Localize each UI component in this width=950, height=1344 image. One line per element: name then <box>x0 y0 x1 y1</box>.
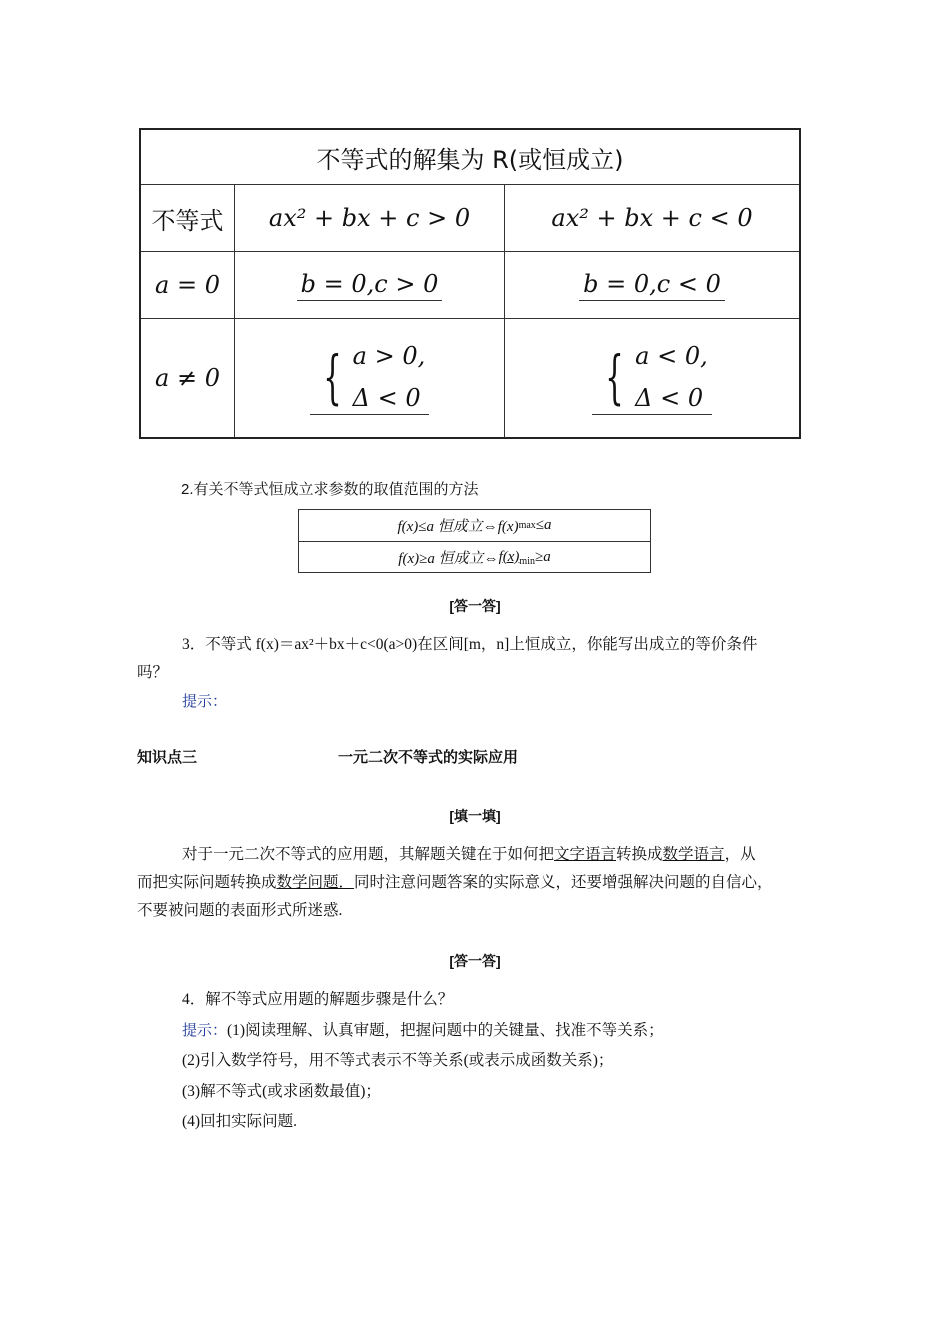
cond-a-neg: a < 0, <box>635 341 708 370</box>
row-a0-label: a = 0 <box>155 271 220 299</box>
row-a0-col1 <box>235 252 504 318</box>
row-an0-col1 <box>235 319 504 437</box>
row-an0-label: a ≠ 0 <box>155 364 220 392</box>
method-row-1 <box>299 510 650 541</box>
fill-tag: [填一填] <box>449 808 501 824</box>
fill-paragraph-line1 <box>182 841 756 869</box>
row2-right: ≥a <box>534 549 551 565</box>
hint-block-2 <box>182 1017 664 1045</box>
row2-sub: min <box>519 555 535 567</box>
fill-p1-b: 转换成 <box>616 846 663 863</box>
question-4: 4．解不等式应用题的解题步骤是什么？ <box>182 991 454 1008</box>
fill-blank-2: 数学语言 <box>662 846 725 863</box>
cond-a-pos: a > 0, <box>352 341 426 370</box>
method-row-2 <box>299 541 650 573</box>
section2-heading: 2.有关不等式恒成立求参数的取值范围的方法 <box>181 481 479 498</box>
fill-p2-b: 同时注意问题答案的实际意义，还要增强解决问题的自信心， <box>354 874 773 891</box>
row2-left: f(x)≥a 恒成立⇔ <box>398 551 499 567</box>
brace-symbol: { <box>605 342 624 411</box>
row-a0-col2 <box>505 252 799 318</box>
step-4: (4)回扣实际问题. <box>182 1113 297 1130</box>
header-col2: ax² + bx + c < 0 <box>551 204 753 232</box>
knowledge-title: 一元二次不等式的实际应用 <box>338 749 519 766</box>
brace-symbol: { <box>322 342 342 411</box>
row1-right: ≤a <box>535 517 552 533</box>
cond-delta-2: Δ < 0 <box>635 383 704 412</box>
brace-system-1 <box>310 342 429 415</box>
solution-set-table <box>139 128 801 439</box>
fill-blank-3: 数学问题． <box>276 874 355 891</box>
fill-paragraph-line3: 不要被问题的表面形式所迷惑. <box>137 902 343 919</box>
row1-sub: max <box>518 520 536 531</box>
header-label: 不等式 <box>151 206 224 235</box>
knowledge-label: 知识点三 <box>137 749 198 766</box>
header-col1: ax² + bx + c > 0 <box>268 204 471 232</box>
fill-blank-1: 文字语言 <box>554 846 617 863</box>
table-title: 不等式的解集为 R(或恒成立) <box>316 145 624 174</box>
row1-left: f(x)≤a 恒成立⇔f(x) <box>397 519 519 535</box>
step-1: (1)阅读理解、认真审题，把握问题中的关键量、找准不等关系； <box>227 1022 664 1039</box>
fill-paragraph-line2 <box>137 869 773 897</box>
fill-p2-a: 而把实际问题转换成 <box>137 874 277 891</box>
brace-system-2 <box>592 342 711 415</box>
method-table <box>298 509 651 573</box>
question-3-line1: 3．不等式 f(x)＝ax²＋bx＋c<0(a>0)在区间[m，n]上恒成立，你能写出成立的等价条件 <box>182 636 758 653</box>
step-3: (3)解不等式(或求函数最值)； <box>182 1083 381 1100</box>
row2-mid: f(x) <box>498 548 520 565</box>
hint-label-2: 提示： <box>182 1022 228 1039</box>
cond-delta-1: Δ < 0 <box>352 383 421 412</box>
question-3-line2: 吗？ <box>137 664 169 681</box>
row-an0-col2 <box>505 319 799 437</box>
answer-tag-1: [答一答] <box>449 598 501 614</box>
fill-p1-a: 对于一元二次不等式的应用题，其解题关键在于如何把 <box>182 846 555 863</box>
row-a0-col1-text: b = 0,c > 0 <box>297 270 443 301</box>
row-a0-col2-text: b = 0,c < 0 <box>579 270 725 301</box>
fill-p1-c: ，从 <box>724 846 756 863</box>
step-2: (2)引入数学符号，用不等式表示不等关系(或表示成函数关系)； <box>182 1052 614 1069</box>
hint-label-1: 提示： <box>182 694 228 710</box>
answer-tag-2: [答一答] <box>449 953 501 969</box>
